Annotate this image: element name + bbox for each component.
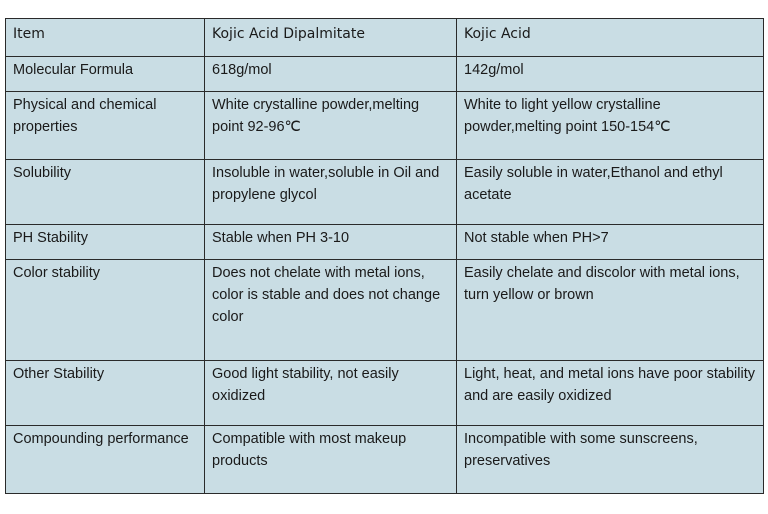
dipalmitate-value: Does not chelate with metal ions, color is stable and does not change color	[205, 260, 457, 361]
kojic-acid-value: White to light yellow crystalline powder,melting point 150-154℃	[457, 92, 764, 160]
kojic-acid-value: Easily soluble in water,Ethanol and ethyl acetate	[457, 160, 764, 225]
table-row	[6, 361, 764, 426]
table-row	[6, 260, 764, 361]
table-row	[6, 92, 764, 160]
table-row	[6, 57, 764, 92]
row-label: Solubility	[6, 160, 205, 225]
dipalmitate-value: Insoluble in water,soluble in Oil and propylene glycol	[205, 160, 457, 225]
row-label: PH Stability	[6, 225, 205, 260]
row-label: Molecular Formula	[6, 57, 205, 92]
header-kojic-acid-dipalmitate: Kojic Acid Dipalmitate	[205, 19, 457, 57]
header-item: Item	[6, 19, 205, 57]
header-row	[6, 19, 764, 57]
row-label: Compounding performance	[6, 426, 205, 494]
dipalmitate-value: Good light stability, not easily oxidized	[205, 361, 457, 426]
kojic-acid-value: Incompatible with some sunscreens, preservatives	[457, 426, 764, 494]
row-label: Physical and chemical properties	[6, 92, 205, 160]
kojic-acid-value: Not stable when PH>7	[457, 225, 764, 260]
header-kojic-acid: Kojic Acid	[457, 19, 764, 57]
comparison-table	[5, 18, 764, 494]
kojic-acid-value: Easily chelate and discolor with metal ions, turn yellow or brown	[457, 260, 764, 361]
dipalmitate-value: Stable when PH 3-10	[205, 225, 457, 260]
row-label: Other Stability	[6, 361, 205, 426]
table-row	[6, 426, 764, 494]
table-row	[6, 160, 764, 225]
kojic-acid-value: Light, heat, and metal ions have poor stability and are easily oxidized	[457, 361, 764, 426]
dipalmitate-value: 618g/mol	[205, 57, 457, 92]
dipalmitate-value: White crystalline powder,melting point 92-96℃	[205, 92, 457, 160]
kojic-acid-value: 142g/mol	[457, 57, 764, 92]
row-label: Color stability	[6, 260, 205, 361]
dipalmitate-value: Compatible with most makeup products	[205, 426, 457, 494]
table-row	[6, 225, 764, 260]
